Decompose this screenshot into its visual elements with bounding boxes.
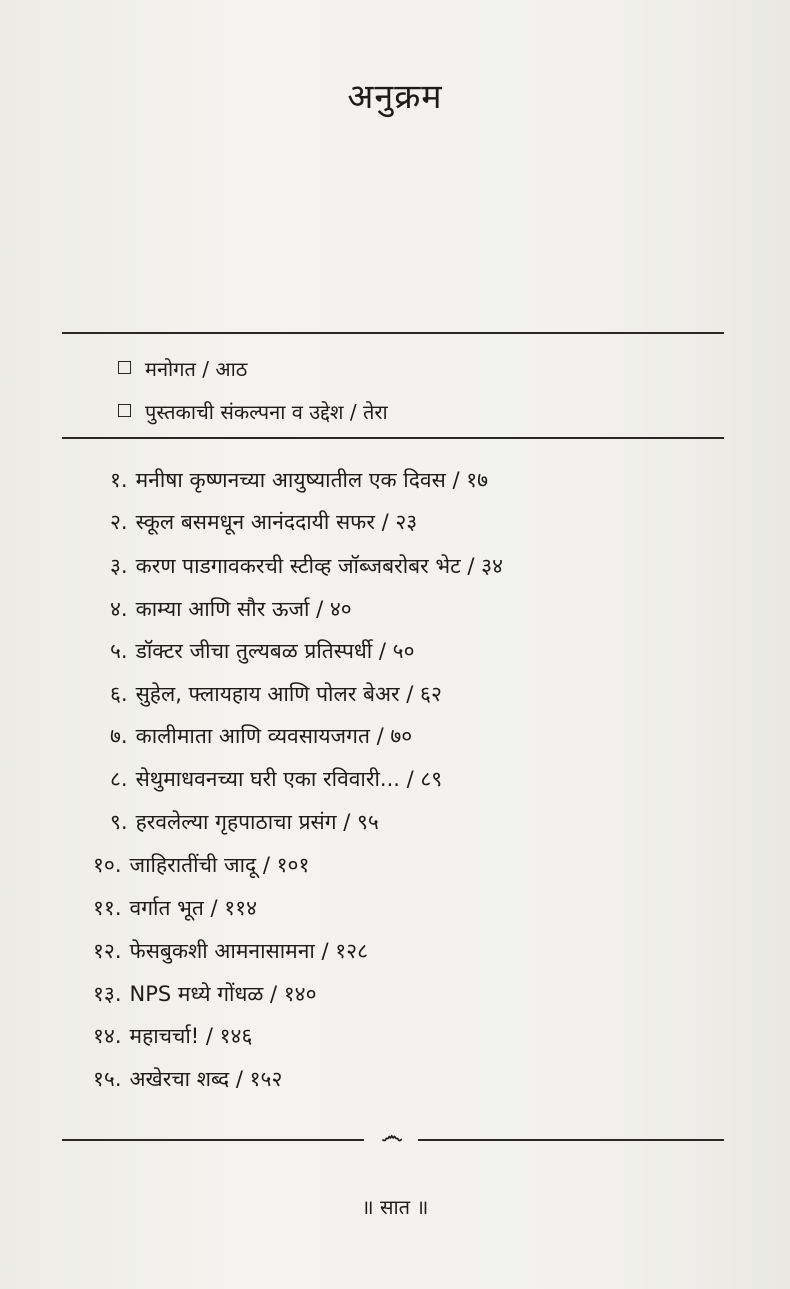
prelim-label: पुस्तकाची संकल्पना व उद्देश / तेरा xyxy=(145,400,388,424)
prelim-item-sankalpana xyxy=(118,398,388,425)
chapter-number: ११. xyxy=(93,896,122,920)
chapter-number: २. xyxy=(110,510,128,534)
chapter-entry xyxy=(93,1022,252,1050)
page-number: ॥ सात ॥ xyxy=(361,1195,429,1219)
chapter-number: ९. xyxy=(110,810,128,834)
chapter-title: स्कूल बसमधून आनंददायी सफर / २३ xyxy=(135,510,418,534)
chapter-title: महाचर्चा! / १४६ xyxy=(129,1024,253,1048)
chapter-title: डॉक्टर जीचा तुल्यबळ प्रतिस्पर्धी / ५० xyxy=(135,639,415,663)
chapter-number: ७. xyxy=(110,724,128,748)
chapter-title: सुहेल, फ्लायहाय आणि पोलर बेअर / ६२ xyxy=(135,682,442,706)
chapter-number: १०. xyxy=(93,853,122,877)
chapter-title: काम्या आणि सौर ऊर्जा / ४० xyxy=(135,597,352,621)
prelim-item-manogat xyxy=(118,355,247,382)
contents-heading: अनुक्रम xyxy=(347,77,443,117)
chapter-number: ८. xyxy=(110,767,128,791)
checkbox-square-icon xyxy=(118,361,131,374)
chapter-number: १४. xyxy=(93,1024,122,1048)
chapter-entry xyxy=(93,980,317,1008)
chapter-number: ३. xyxy=(110,554,128,578)
section-rule xyxy=(62,437,724,439)
chapter-entry xyxy=(110,637,415,665)
chapter-title: अखेरचा शब्द / १५२ xyxy=(129,1067,283,1091)
chapter-entry xyxy=(93,937,368,965)
chapter-title: वर्गात भूत / ११४ xyxy=(129,896,258,920)
chapter-number: १५. xyxy=(93,1067,122,1091)
footer-rule-right xyxy=(418,1139,724,1141)
chapter-entry xyxy=(93,1065,282,1093)
chapter-entry xyxy=(110,508,417,536)
chapter-title: फेसबुकशी आमनासामना / १२८ xyxy=(129,939,369,963)
chapter-number: ६. xyxy=(110,682,128,706)
chapter-entry xyxy=(110,595,352,623)
chapter-entry xyxy=(93,851,309,879)
chapter-number: ४. xyxy=(110,597,128,621)
chapter-number: १२. xyxy=(93,939,122,963)
chapter-entry xyxy=(110,680,442,708)
prelim-label: मनोगत / आठ xyxy=(145,357,248,381)
checkbox-square-icon xyxy=(118,404,131,417)
chapter-number: १३. xyxy=(93,982,122,1006)
chapter-title: सेथुमाधवनच्या घरी एका रविवारी... / ८९ xyxy=(135,767,443,791)
chapter-number: ५. xyxy=(110,639,128,663)
footer-rule-left xyxy=(62,1139,364,1141)
chapter-title: मनीषा कृष्णनच्या आयुष्यातील एक दिवस / १७ xyxy=(135,468,489,492)
top-rule xyxy=(62,332,724,334)
chapter-entry xyxy=(110,765,442,793)
chapter-title: हरवलेल्या गृहपाठाचा प्रसंग / ९५ xyxy=(135,810,379,834)
chapter-entry xyxy=(110,808,379,836)
chapter-title: कालीमाता आणि व्यवसायजगत / ७० xyxy=(135,724,413,748)
chapter-entry xyxy=(110,552,503,580)
chapter-entry xyxy=(93,894,257,922)
ornament-icon: ෴ xyxy=(381,1124,403,1149)
chapter-number: १. xyxy=(110,468,128,492)
chapter-entry xyxy=(110,466,488,494)
chapter-title: NPS मध्ये गोंधळ / १४० xyxy=(129,982,317,1006)
chapter-title: करण पाडगावकरची स्टीव्ह जॉब्जबरोबर भेट / ३४ xyxy=(135,554,504,578)
chapter-entry xyxy=(110,722,412,750)
chapter-title: जाहिरातींची जादू / १०१ xyxy=(129,853,310,877)
